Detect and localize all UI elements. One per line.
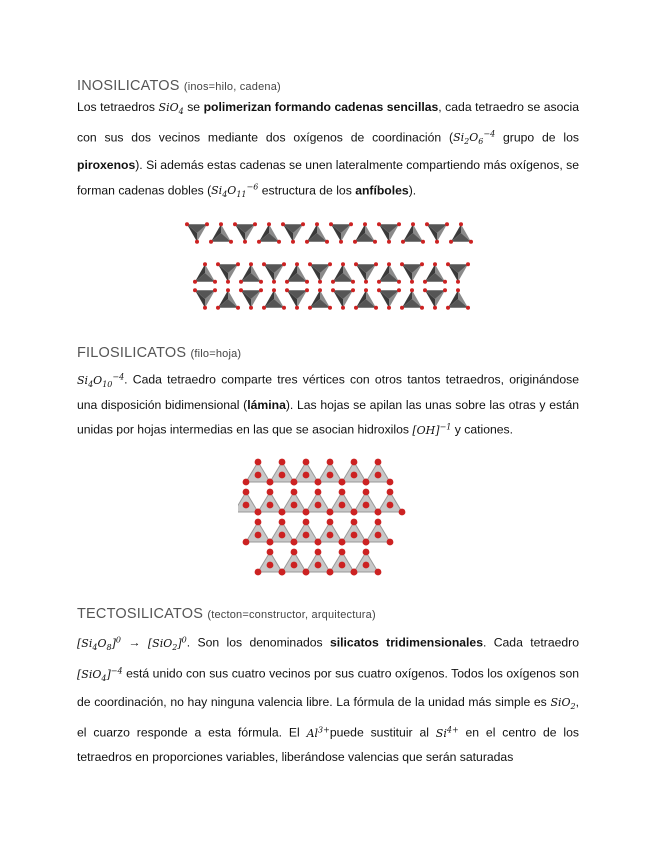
section-title-filosilicatos: FILOSILICATOS (filo=hoja) bbox=[77, 345, 242, 361]
section-subtitle: (tecton=constructor, arquitectura) bbox=[207, 609, 376, 621]
tetrahedron-shape bbox=[329, 222, 353, 243]
tetrahedron-shape bbox=[331, 262, 355, 283]
tetrahedron-shape bbox=[193, 262, 217, 283]
tetrahedron-shape bbox=[233, 222, 257, 243]
tetrahedron-shape bbox=[354, 288, 378, 309]
section-title-inosilicatos: INOSILICATOS (inos=hilo, cadena) bbox=[77, 78, 281, 94]
tetrahedron-shape bbox=[285, 288, 309, 309]
section-subtitle: (filo=hoja) bbox=[190, 348, 242, 360]
tetrahedron-shape bbox=[377, 222, 401, 243]
tetrahedron-shape bbox=[425, 222, 449, 243]
tetrahedron-shape bbox=[285, 262, 309, 283]
tetrahedron-shape bbox=[257, 222, 281, 243]
tetrahedron-shape bbox=[400, 262, 424, 283]
tetrahedron-shape bbox=[239, 288, 263, 309]
tetrahedron-shape bbox=[377, 262, 401, 283]
tetrahedron-shape bbox=[401, 222, 425, 243]
paragraph-filosilicatos: $Si_4O_{10}^{-4}$. Cada tetraedro comparte tres vértices con otros tantos tetraedros, originándose una disposición bidimensional (lámina). Las hojas se apilan las unas sobre las otras y están unidas por hojas intermedias en las que se asocian hidroxilos [OH]$^{-1}$ y cationes. bbox=[77, 372, 580, 437]
tetrahedron-shape bbox=[446, 262, 470, 283]
tetrahedron-shape bbox=[185, 222, 209, 243]
tetrahedron-shape bbox=[400, 288, 424, 309]
tetrahedron-shape bbox=[239, 262, 263, 283]
silicate-chain-illustration bbox=[185, 205, 475, 325]
tetrahedron-shape bbox=[216, 288, 240, 309]
tetrahedron-shape bbox=[308, 288, 332, 309]
tetrahedron-shape bbox=[281, 222, 305, 243]
tetrahedron-shape bbox=[423, 262, 447, 283]
tetrahedron-shape bbox=[449, 222, 473, 243]
tetrahedron-shape bbox=[262, 288, 286, 309]
tetrahedron-shape bbox=[377, 288, 401, 309]
tetrahedron-shape bbox=[354, 262, 378, 283]
tetrahedron-shape bbox=[262, 262, 286, 283]
tetrahedron-shape bbox=[375, 489, 406, 516]
paragraph-tectosilicatos: $[Si_4O_8]^0 \to [SiO_2]^0$. Son los denominados silicatos tridimensionales. Cada tetraedro $[SiO_4]^{-4}$ está unido con sus cuatro vecinos por sus cuatro oxígenos. Todos los oxígenos son de coordinación, no hay ninguna valencia libre. La fórmula de la unidad más simple es SiO$_2$, el cuarzo responde a esta fórmula. El $Al^{3+}puede$ sustituir al $Si^{4+}$ en el centro de los tetraedros en proporciones variables, liberándose valencias que serán saturadas bbox=[77, 635, 580, 764]
tetrahedron-shape bbox=[351, 549, 382, 576]
tetrahedron-shape bbox=[353, 222, 377, 243]
tetrahedron-shape bbox=[308, 262, 332, 283]
tetrahedron-shape bbox=[305, 222, 329, 243]
tetrahedron-shape bbox=[363, 519, 394, 546]
tetrahedron-shape bbox=[331, 288, 355, 309]
section-title-tectosilicatos: TECTOSILICATOS (tecton=constructor, arquitectura) bbox=[77, 606, 376, 622]
section-subtitle: (inos=hilo, cadena) bbox=[183, 81, 281, 93]
tetrahedron-shape bbox=[446, 288, 470, 309]
tetrahedron-shape bbox=[193, 288, 217, 309]
tetrahedron-shape bbox=[363, 459, 394, 486]
silicate-sheet-illustration bbox=[238, 452, 418, 584]
tetrahedron-shape bbox=[209, 222, 233, 243]
paragraph-inosilicatos: Los tetraedros SiO$_4$ se polimerizan formando cadenas sencillas, cada tetraedro se asocia con sus dos vecinos mediante dos oxígenos de coordinación ($Si_2O_6^{-4}$ grupo de los piroxenos). Si además estas cadenas se unen lateralmente compartiendo más oxígenos, se forman cadenas dobles ($Si_4O_{11}^{-6}$ estructura de los anfíboles). bbox=[77, 100, 579, 200]
tetrahedron-shape bbox=[216, 262, 240, 283]
tetrahedron-shape bbox=[423, 288, 447, 309]
